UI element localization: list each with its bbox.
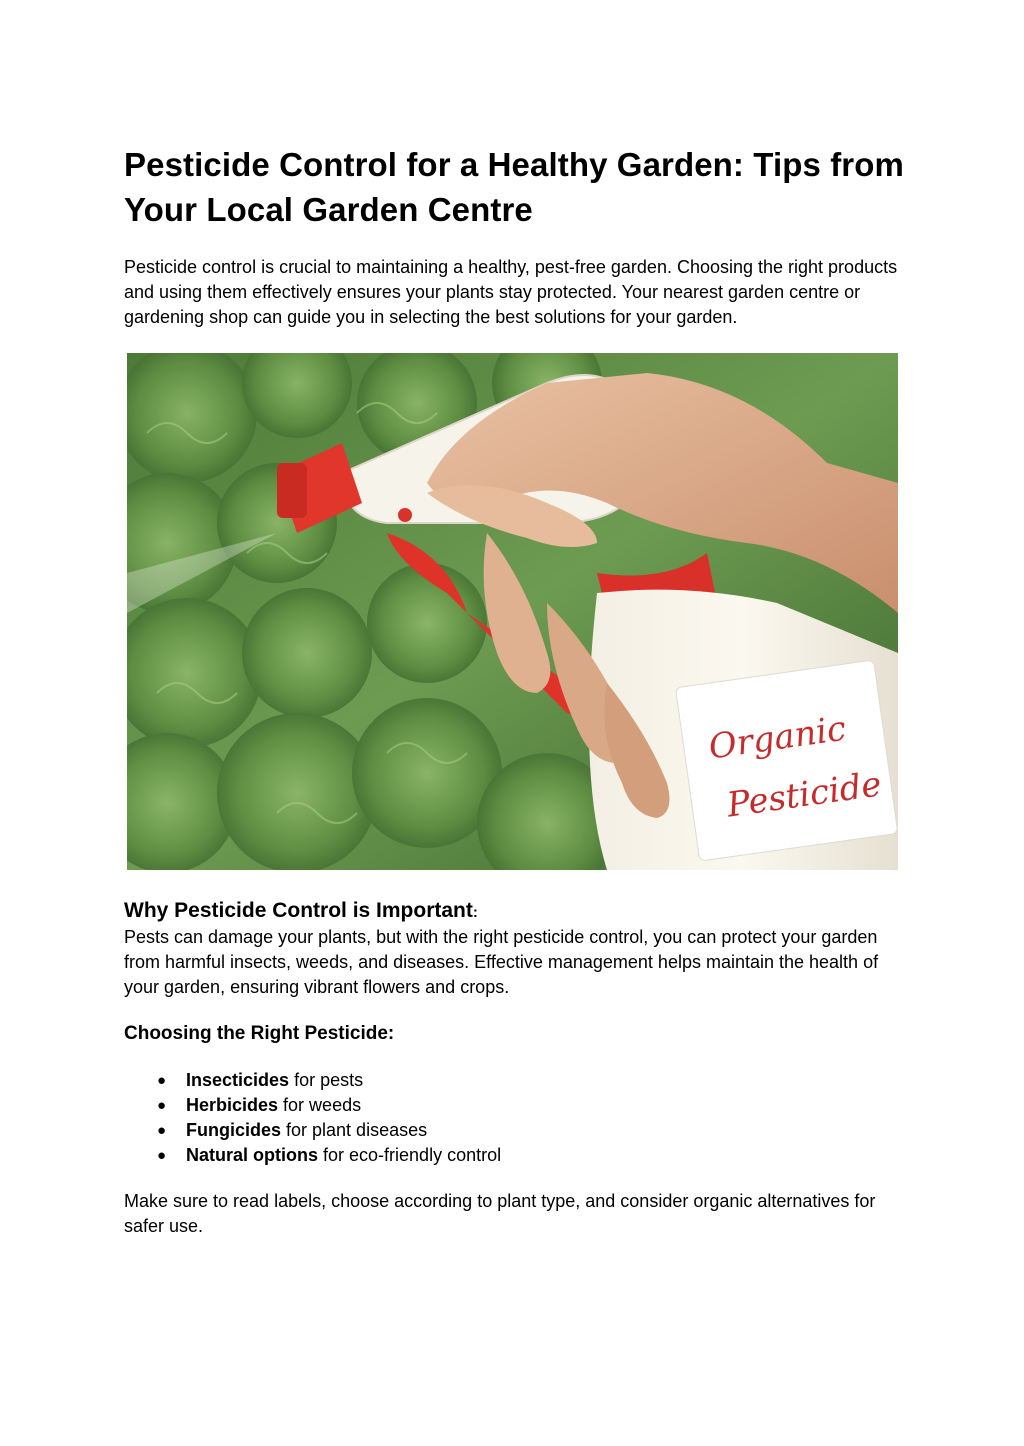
list-item-desc: for weeds [278, 1095, 362, 1115]
page-title: Pesticide Control for a Healthy Garden: Tips from Your Local Garden Centre [124, 146, 904, 228]
closing-paragraph: Make sure to read labels, choose according to plant type, and consider organic alternatives for safer use. [124, 1191, 876, 1236]
list-item-term: Insecticides [186, 1070, 290, 1090]
label-text-pesticide: Pesticide [724, 764, 884, 826]
why-heading-text: Why Pesticide Control is Important [124, 899, 473, 922]
pesticide-spray-photo [127, 353, 898, 870]
bullet-icon: ● [157, 1147, 167, 1164]
why-paragraph: Pests can damage your plants, but with the right pesticide control, you can protect your garden from harmful insects, weeds, and diseases. Effective management helps maintain the health of your garden, ensuring vibrant flowers and crops. [124, 927, 879, 997]
bullet-icon: ● [157, 1122, 167, 1139]
list-item-desc: for plant diseases [281, 1120, 428, 1140]
bullet-icon: ● [157, 1097, 167, 1114]
list-item [124, 1093, 501, 1118]
list-item-term: Herbicides [186, 1095, 279, 1115]
list-item-term: Fungicides [186, 1120, 282, 1140]
pesticide-type-list [124, 1068, 501, 1168]
list-item [124, 1143, 501, 1168]
label-text-organic: Organic [706, 708, 849, 768]
why-heading [124, 897, 478, 927]
why-heading-colon: : [472, 904, 478, 921]
choosing-heading: Choosing the Right Pesticide: [124, 1023, 395, 1044]
list-item-term: Natural options [186, 1145, 319, 1165]
list-item-desc: for pests [289, 1070, 364, 1090]
list-item [124, 1118, 501, 1143]
intro-paragraph: Pesticide control is crucial to maintaining a healthy, pest-free garden. Choosing the right products and using them effectively ensures your plants stay protected. Your nearest garden centre or gardening shop can guide you in selecting the best solutions for your garden. [124, 257, 898, 327]
list-item-desc: for eco-friendly control [318, 1145, 502, 1165]
bullet-icon: ● [157, 1072, 167, 1089]
list-item [124, 1068, 501, 1093]
